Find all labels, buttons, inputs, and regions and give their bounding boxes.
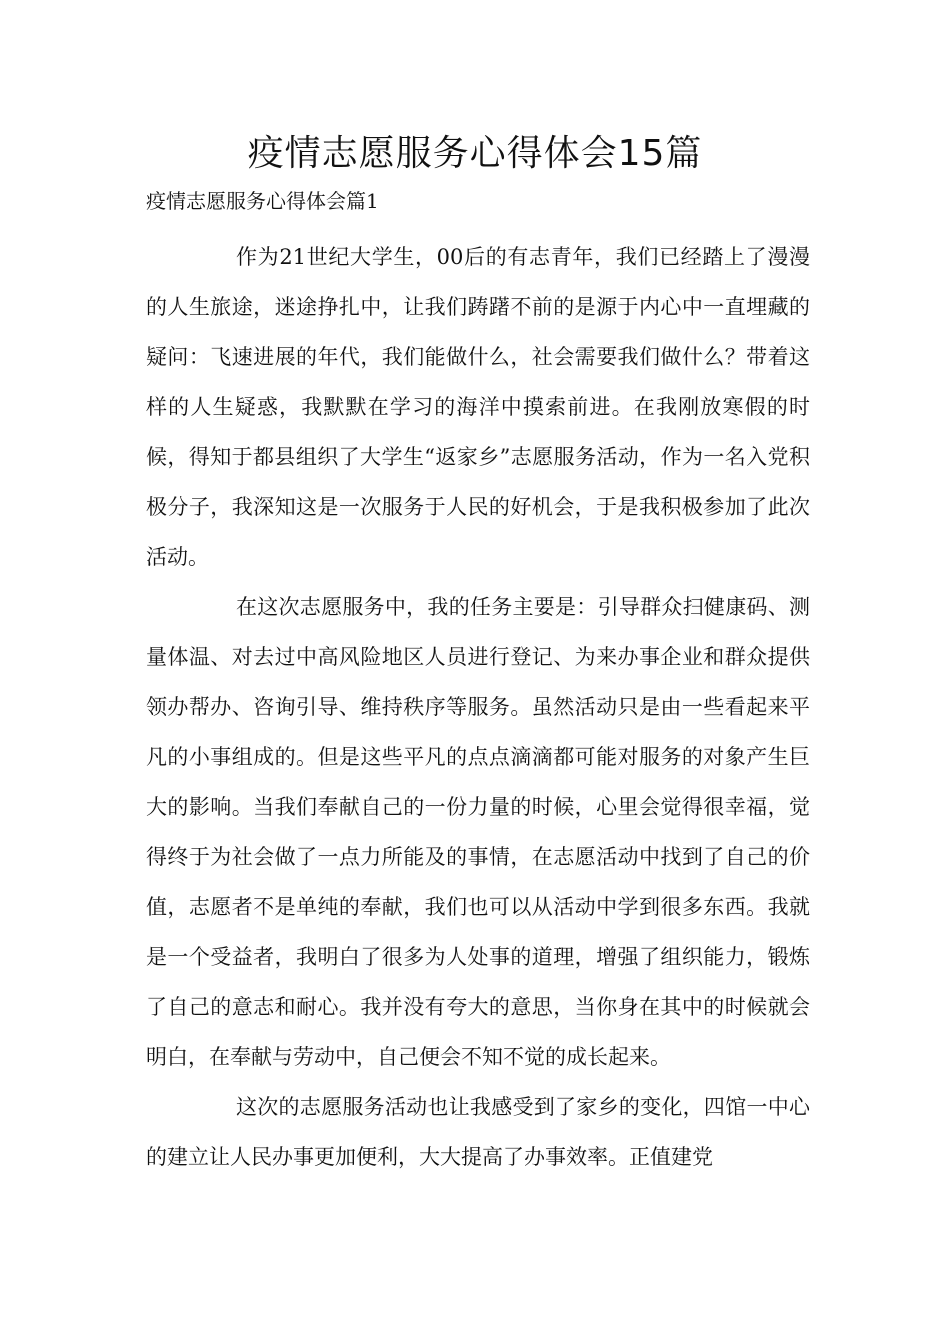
paragraph-3: 这次的志愿服务活动也让我感受到了家乡的变化，四馆一中心的建立让人民办事更加便利，大大提高了办事效率。正值建党 [146,1095,810,1169]
paragraph-2: 在这次志愿服务中，我的任务主要是：引导群众扫健康码、测量体温、对去过中高风险地区人员进行登记、为来办事企业和群众提供领办帮办、咨询引导、维持秩序等服务。虽然活动只是由一些看起来平凡的小事组成的。但是这些平凡的点点滴滴都可能对服务的对象产生巨大的影响。当我们奉献自己的一份力量的时候，心里会觉得很幸福，觉得终于为社会做了一点力所能及的事情，在志愿活动中找到了自己的价值，志愿者不是单纯的奉献，我们也可以从活动中学到很多东西。我就是一个受益者，我明白了很多为人处事的道理，增强了组织能力，锻炼了自己的意志和耐心。我并没有夸大的意思，当你身在其中的时候就会明白，在奉献与劳动中，自己便会不知不觉的成长起来。 [146,595,810,1069]
document-body [146,232,810,1182]
paragraph-1: 作为21世纪大学生，00后的有志青年，我们已经踏上了漫漫的人生旅途，迷途挣扎中，让我们踌躇不前的是源于内心中一直埋藏的疑问：飞速进展的年代，我们能做什么，社会需要我们做什么？带着这样的人生疑惑，我默默在学习的海洋中摸索前进。在我刚放寒假的时候，得知于都县组织了大学生“返家乡”志愿服务活动，作为一名入党积极分子，我深知这是一次服务于人民的好机会，于是我积极参加了此次活动。 [146,245,810,569]
section-heading: 疫情志愿服务心得体会篇1 [146,189,379,213]
document-title: 疫情志愿服务心得体会15篇 [247,133,703,174]
